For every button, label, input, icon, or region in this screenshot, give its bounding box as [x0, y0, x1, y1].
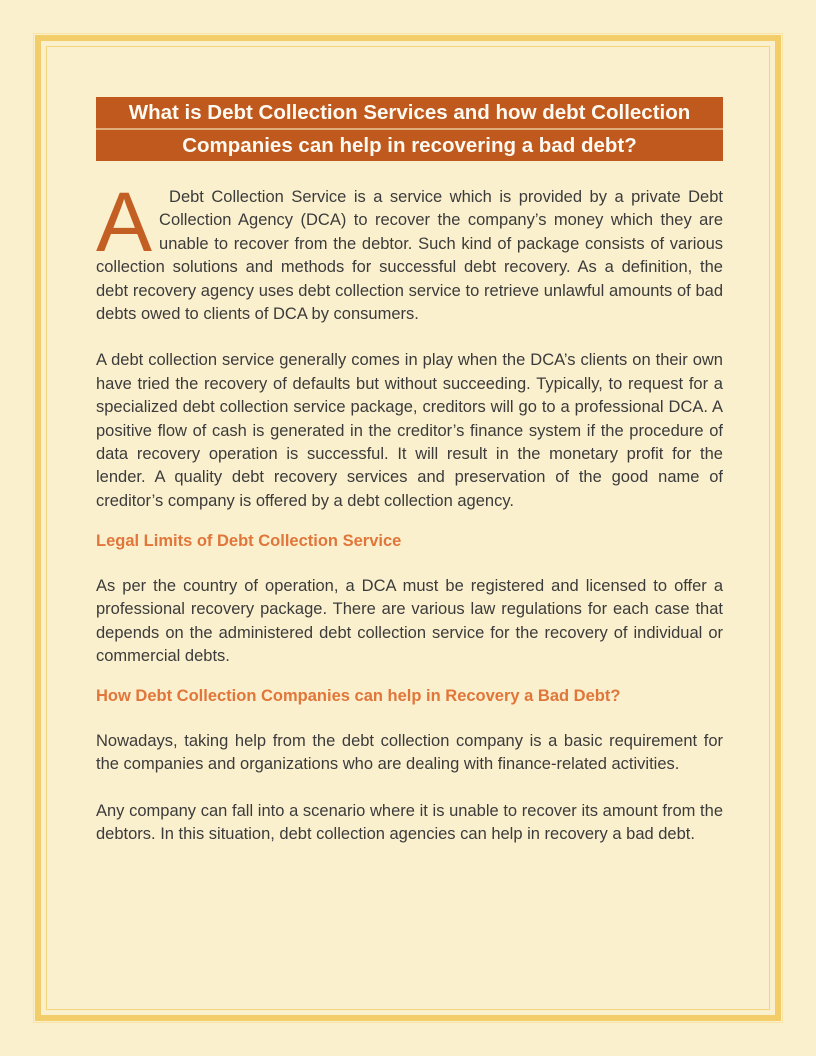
- page-title-line-2: Companies can help in recovering a bad debt?: [96, 128, 723, 161]
- intro-paragraph: [96, 175, 723, 326]
- document-content: [96, 97, 723, 846]
- section-heading-how-companies-help: How Debt Collection Companies can help in Recovery a Bad Debt?: [96, 687, 621, 706]
- paragraph-2: A debt collection service generally comes in play when the DCA’s clients on their own have tried the recovery of defaults but without succeeding. Typically, to request for a specialized debt collection service package, creditors will go to a professional DCA. A positive flow of cash is generated in the creditor’s finance system if the procedure of data recovery operation is successful. It will result in the monetary profit for the lender. A quality debt recovery services and preservation of the good name of creditor’s company is offered by a debt collection agency.: [96, 351, 723, 510]
- section2-paragraph-1: Nowadays, taking help from the debt collection company is a basic requirement for the companies and organizations who are dealing with finance-related activities.: [96, 731, 723, 774]
- section2-paragraph-2: Any company can fall into a scenario where it is unable to recover its amount from the debtors. In this situation, debt collection agencies can help in recovery a bad debt.: [96, 801, 723, 843]
- page-title-line-1: What is Debt Collection Services and how debt Collection: [128, 101, 691, 124]
- section-heading-legal-limits: Legal Limits of Debt Collection Service: [96, 532, 402, 551]
- drop-cap-letter: A: [96, 175, 153, 269]
- intro-paragraph-text: Debt Collection Service is a service which is provided by a private Debt Collection Agency (DCA) to recover the company’s money which they are unable to recover from the debtor. Such kind of package consists of various collection solutions and methods for successful debt recovery. As a definition, the debt recovery agency uses debt collection service to retrieve unlawful amounts of bad debts owed to clients of DCA by consumers.: [96, 188, 723, 324]
- section1-paragraph: As per the country of operation, a DCA must be registered and licensed to offer a professional recovery package. There are various law regulations for each case that depends on the administered debt collection service for the recovery of individual or commercial debts.: [96, 576, 723, 665]
- title-banner: [96, 97, 723, 161]
